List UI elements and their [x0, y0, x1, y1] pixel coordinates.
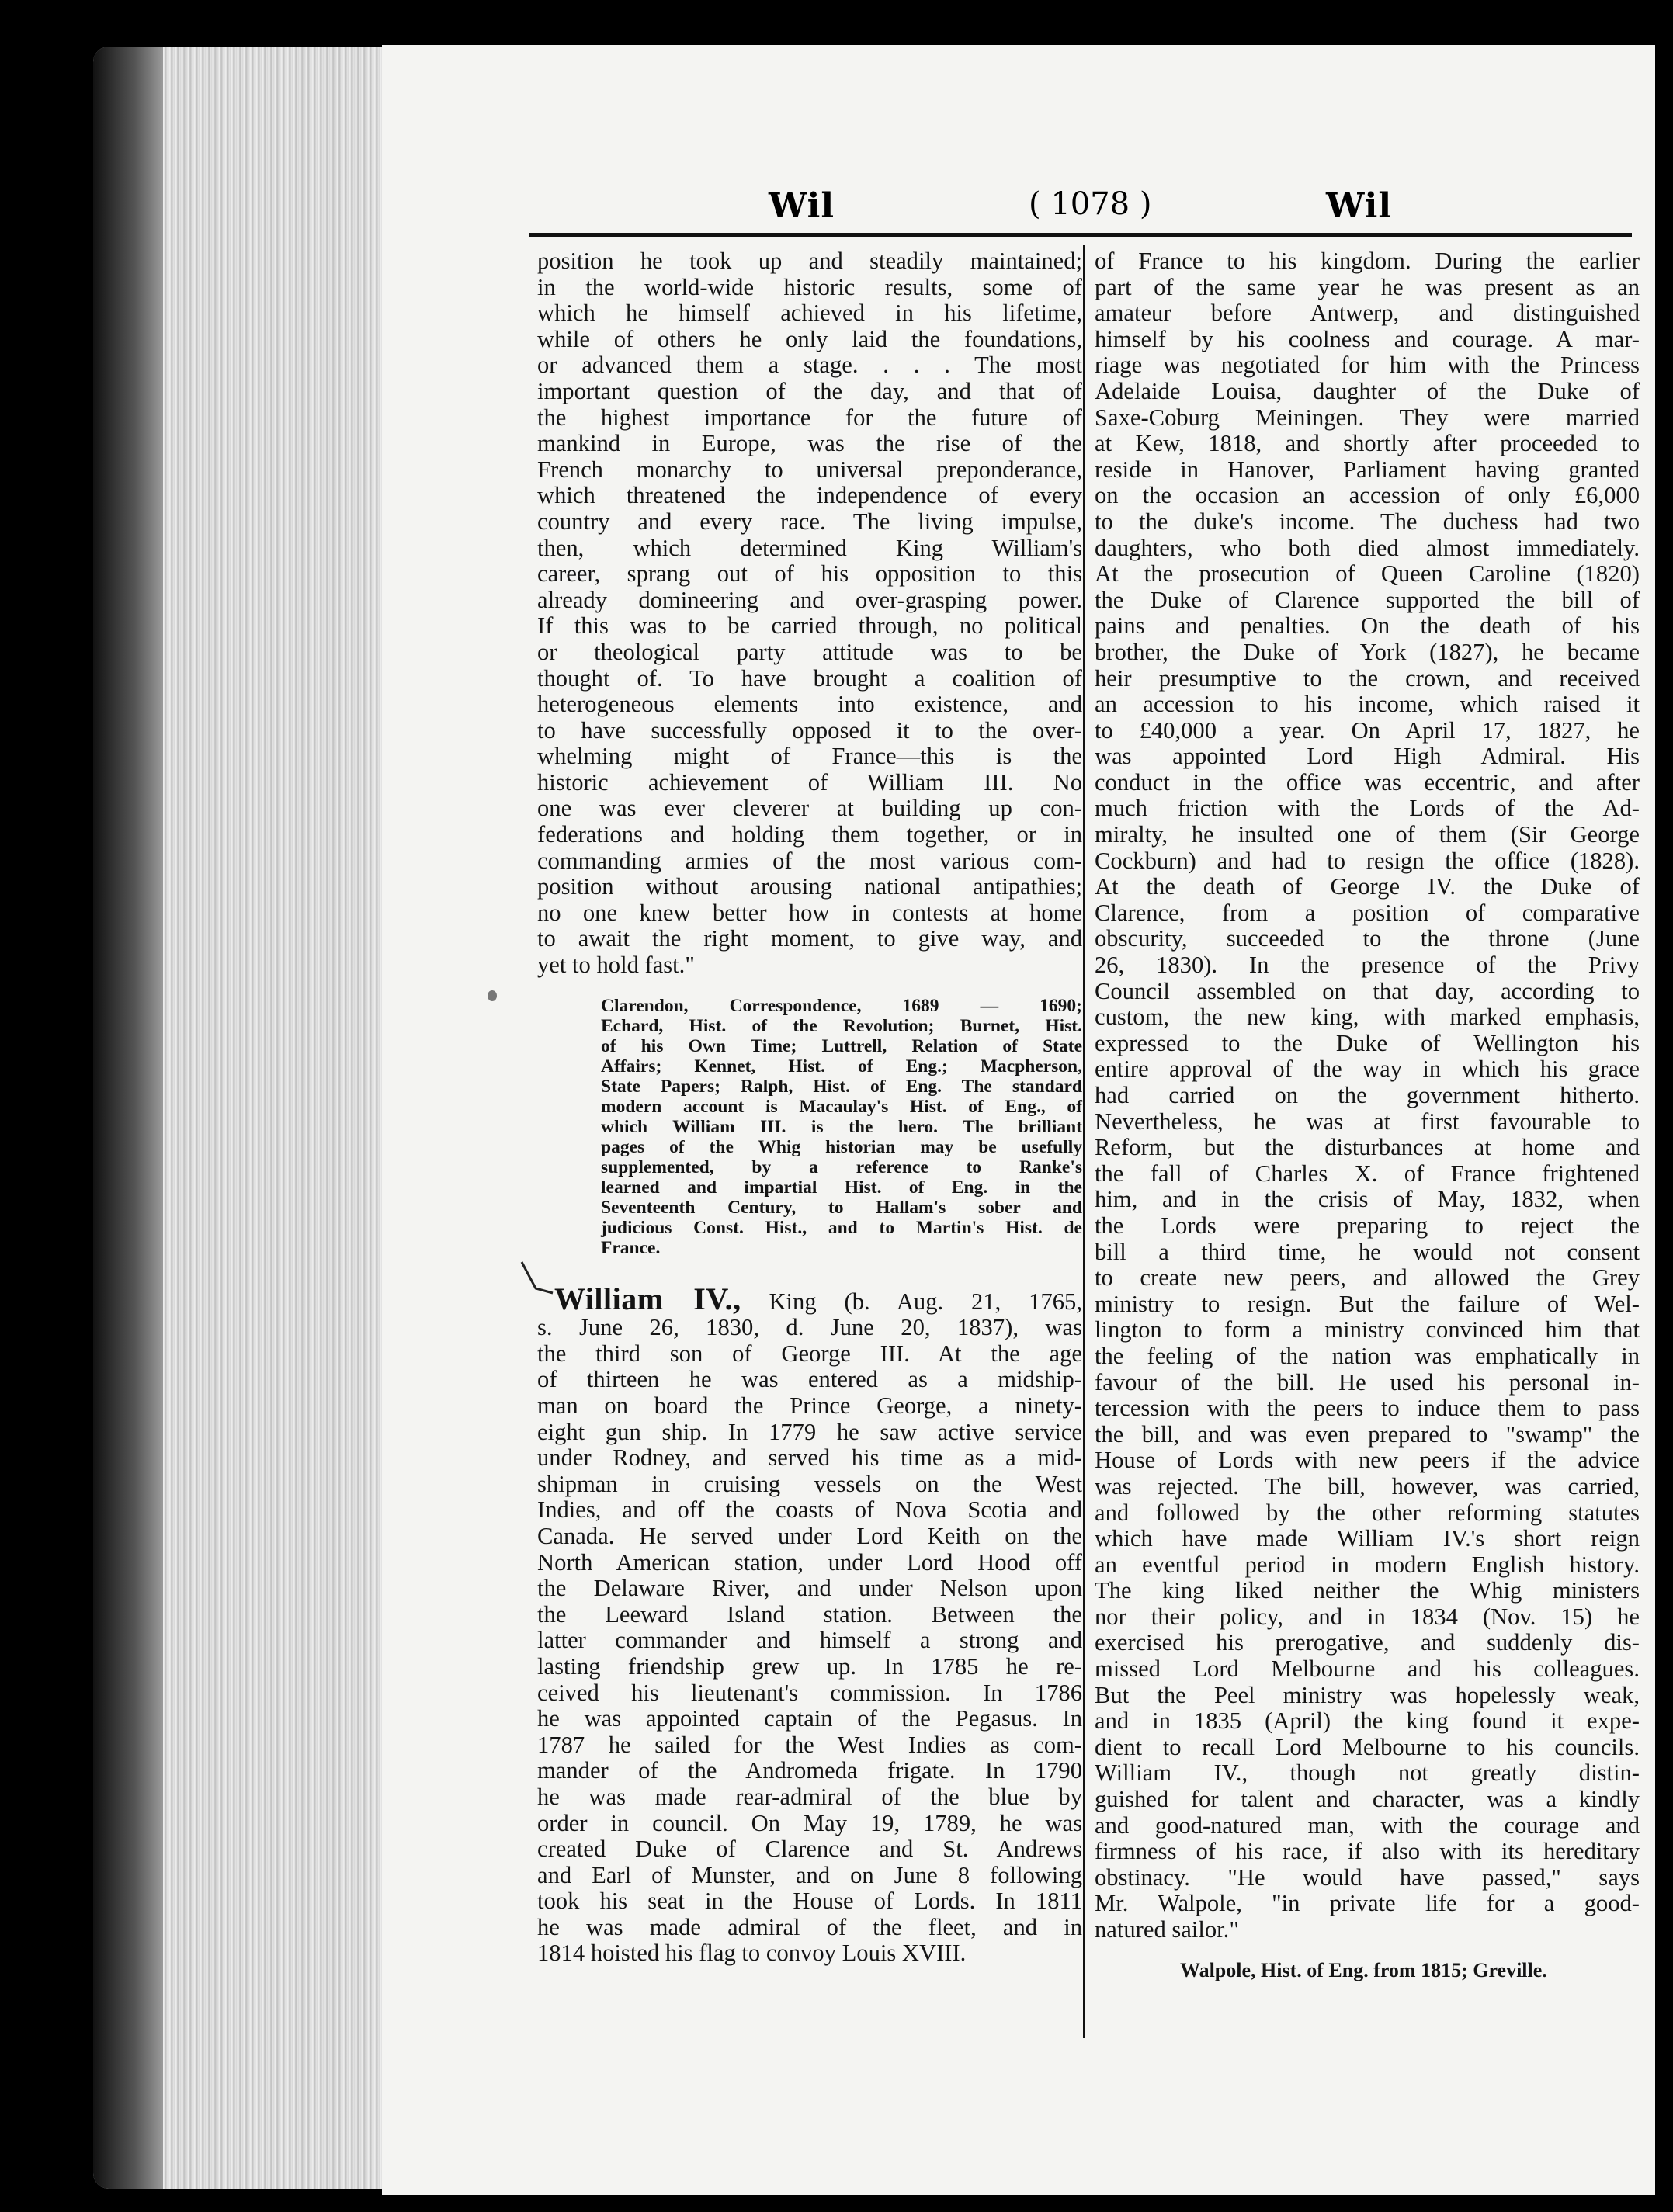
- text-line: 1787 he sailed for the West Indies as com-: [537, 1731, 1082, 1758]
- bibliography-line: which William III. is the hero. The brilliant: [601, 1116, 1082, 1137]
- text-line: created Duke of Clarence and St. Andrews: [537, 1836, 1082, 1863]
- text-line: which have made William IV.'s short reign: [1095, 1525, 1640, 1552]
- text-line: the Leeward Island station. Between the: [537, 1600, 1082, 1628]
- bibliography-line: supplemented, by a reference to Ranke's: [601, 1156, 1082, 1177]
- text-line: mander of the Andromeda frigate. In 1790: [537, 1757, 1082, 1784]
- text-line: Reform, but the disturbances at home and: [1095, 1134, 1640, 1161]
- text-line: to the duke's income. The duchess had two: [1095, 508, 1640, 535]
- text-line: custom, the new king, with marked emphasis,: [1095, 1004, 1640, 1031]
- text-line: exercised his prerogative, and suddenly dis-: [1095, 1629, 1640, 1656]
- text-line: country and every race. The living impulse,: [537, 508, 1082, 535]
- text-line: or advanced them a stage. . . . The most: [537, 352, 1082, 379]
- text-line: to create new peers, and allowed the Grey: [1095, 1264, 1640, 1291]
- text-line: But the Peel ministry was hopelessly weak,: [1095, 1681, 1640, 1708]
- text-line: important question of the day, and that of: [537, 377, 1082, 404]
- text-line: of France to his kingdom. During the earlier: [1095, 248, 1640, 274]
- text-line: At the death of George IV. the Duke of: [1095, 873, 1640, 900]
- text-line: Clarence, from a position of comparative: [1095, 899, 1640, 926]
- page-number: ( 1078 ): [1029, 186, 1152, 222]
- text-line: commanding armies of the most various com-: [537, 847, 1082, 874]
- text-line: missed Lord Melbourne and his colleagues.: [1095, 1656, 1640, 1683]
- ink-smudge: [488, 990, 497, 1001]
- text-line: took his seat in the House of Lords. In 1811: [537, 1888, 1082, 1915]
- text-line: and in 1835 (April) the king found it expe-: [1095, 1708, 1640, 1735]
- text-line: he was made admiral of the fleet, and in: [537, 1913, 1082, 1940]
- entry-william-iv-continued: [1095, 248, 1640, 1943]
- text-line: Cockburn) and had to resign the office (1828).: [1095, 847, 1640, 874]
- text-line: obscurity, succeeded to the throne (June: [1095, 925, 1640, 952]
- text-line: at Kew, 1818, and shortly after proceeded to: [1095, 430, 1640, 457]
- text-line: one was ever cleverer at building up con-: [537, 795, 1082, 822]
- text-line: House of Lords with new peers if the advice: [1095, 1447, 1640, 1474]
- text-line: to await the right moment, to give way, and: [537, 925, 1082, 952]
- text-line: firmness of his race, if also with its hereditary: [1095, 1838, 1640, 1865]
- text-line: man on board the Prince George, a ninety-: [537, 1392, 1082, 1419]
- header-left-keyword: Wil: [769, 186, 835, 226]
- text-line: he was made rear-admiral of the blue by: [537, 1783, 1082, 1810]
- text-line: nor their policy, and in 1834 (Nov. 15) he: [1095, 1603, 1640, 1630]
- bibliography-line: State Papers; Ralph, Hist. of Eng. The standard: [601, 1076, 1082, 1097]
- text-line: expressed to the Duke of Wellington his: [1095, 1029, 1640, 1056]
- text-line: the Delaware River, and under Nelson upon: [537, 1575, 1082, 1602]
- text-line: the Duke of Clarence supported the bill of: [1095, 586, 1640, 613]
- text-line: amateur before Antwerp, and distinguished: [1095, 300, 1640, 327]
- text-line: shipman in cruising vessels on the West: [537, 1470, 1082, 1497]
- text-line: obstinacy. "He would have passed," says: [1095, 1864, 1640, 1891]
- text-line: daughters, who both died almost immediately.: [1095, 534, 1640, 561]
- bibliography-line: Seventeenth Century, to Hallam's sober and: [601, 1197, 1082, 1218]
- entry-title: William IV.,: [554, 1281, 741, 1316]
- text-line: pains and penalties. On the death of his: [1095, 612, 1640, 640]
- text-line: in the world-wide historic results, some of: [537, 273, 1082, 300]
- text-line: or theological party attitude was to be: [537, 638, 1082, 665]
- text-line: on the occasion an accession of only £6,000: [1095, 482, 1640, 509]
- text-line: under Rodney, and served his time as a mid-: [537, 1444, 1082, 1472]
- text-line: of thirteen he was entered as a midship-: [537, 1366, 1082, 1393]
- header-right-keyword: Wil: [1326, 186, 1393, 226]
- text-line: order in council. On May 19, 1789, he was: [537, 1809, 1082, 1836]
- text-line: no one knew better how in contests at home: [537, 899, 1082, 926]
- bibliography-william-iv: Walpole, Hist. of Eng. from 1815; Greville.: [1180, 1958, 1547, 1981]
- text-line: favour of the bill. He used his personal in-: [1095, 1368, 1640, 1396]
- text-line: Canada. He served under Lord Keith on the: [537, 1522, 1082, 1549]
- text-line: and Earl of Munster, and on June 8 following: [537, 1861, 1082, 1888]
- text-line: 1814 hoisted his flag to convoy Louis XVIII.: [537, 1940, 967, 1967]
- text-line: federations and holding them together, or in: [537, 821, 1082, 848]
- text-line: North American station, under Lord Hood off: [537, 1548, 1082, 1576]
- text-line: latter commander and himself a strong and: [537, 1627, 1082, 1654]
- bibliography-line: France.: [601, 1237, 661, 1258]
- text-line: brother, the Duke of York (1827), he became: [1095, 638, 1640, 665]
- text-line: guished for talent and character, was a kindly: [1095, 1786, 1640, 1813]
- text-line: Mr. Walpole, "in private life for a good-: [1095, 1890, 1640, 1917]
- text-line: The king liked neither the Whig ministers: [1095, 1577, 1640, 1604]
- text-line: Saxe-Coburg Meiningen. They were married: [1095, 404, 1640, 431]
- text-line: to £40,000 a year. On April 17, 1827, he: [1095, 716, 1640, 744]
- text-line: had carried on the government hitherto.: [1095, 1082, 1640, 1108]
- text-line: conduct in the office was eccentric, and after: [1095, 768, 1640, 796]
- text-line: William IV., though not greatly distin-: [1095, 1760, 1640, 1787]
- text-line: then, which determined King William's: [537, 534, 1082, 561]
- text-line: yet to hold fast.": [537, 952, 695, 979]
- text-line: and followed by the other reforming statutes: [1095, 1499, 1640, 1526]
- text-line: an accession to his income, which raised it: [1095, 691, 1640, 718]
- column-divider: [1083, 245, 1085, 2038]
- text-line: already domineering and over-grasping power.: [537, 586, 1082, 613]
- text-line: position without arousing national antipathies;: [537, 873, 1082, 900]
- bibliography-line: Echard, Hist. of the Revolution; Burnet, Hist.: [601, 1015, 1082, 1036]
- text-line: to have successfully opposed it to the over-: [537, 716, 1082, 744]
- bibliography-line: modern account is Macaulay's Hist. of Eng., of: [601, 1096, 1082, 1117]
- bibliography-william-iii: [537, 996, 1082, 1258]
- bibliography-line: learned and impartial Hist. of Eng. in the: [601, 1177, 1082, 1198]
- text-line: which threatened the independence of every: [537, 482, 1082, 509]
- text-line: French monarchy to universal preponderance,: [537, 456, 1082, 483]
- text-line: him, and in the crisis of May, 1832, when: [1095, 1186, 1640, 1213]
- bibliography-line: of his Own Time; Luttrell, Relation of State: [601, 1035, 1082, 1056]
- book-spine-shadow: [93, 47, 163, 2189]
- text-line: lington to form a ministry convinced him that: [1095, 1316, 1640, 1343]
- bibliography-line: pages of the Whig historian may be usefully: [601, 1136, 1082, 1157]
- text-line: while of others he only laid the foundations,: [537, 325, 1082, 352]
- text-line: Indies, and off the coasts of Nova Scotia and: [537, 1496, 1082, 1524]
- text-line: which he himself achieved in his lifetime,: [537, 300, 1082, 327]
- running-header: [528, 186, 1630, 233]
- text-line: thought of. To have brought a coalition of: [537, 664, 1082, 692]
- text-line: and good-natured man, with the courage and: [1095, 1812, 1640, 1839]
- text-line: s. June 26, 1830, d. June 20, 1837), was: [537, 1314, 1082, 1341]
- entry-william-iv: [537, 1281, 1082, 1967]
- text-line: the highest importance for the future of: [537, 404, 1082, 431]
- text-line: was rejected. The bill, however, was carried,: [1095, 1472, 1640, 1500]
- text-line: ceived his lieutenant's commission. In 1786: [537, 1679, 1082, 1706]
- quote-continuation: [537, 248, 1082, 979]
- text-line: ministry to resign. But the failure of Wel-: [1095, 1290, 1640, 1317]
- text-line: he was appointed captain of the Pegasus. In: [537, 1705, 1082, 1732]
- header-rule: [529, 233, 1632, 237]
- text-line: Nevertheless, he was at first favourable to: [1095, 1108, 1640, 1135]
- text-line: lasting friendship grew up. In 1785 he re-: [537, 1652, 1082, 1680]
- right-column: [1095, 248, 1640, 1982]
- text-line: himself by his coolness and courage. A mar-: [1095, 325, 1640, 352]
- text-line: much friction with the Lords of the Ad-: [1095, 795, 1640, 822]
- text-line: historic achievement of William III. No: [537, 768, 1082, 796]
- text-line: 26, 1830). In the presence of the Privy: [1095, 952, 1640, 979]
- text-line: an eventful period in modern English history.: [1095, 1551, 1640, 1578]
- text-line: was appointed Lord High Admiral. His: [1095, 743, 1640, 770]
- text-line: entire approval of the way in which his grace: [1095, 1056, 1640, 1083]
- text-line: eight gun ship. In 1779 he saw active service: [537, 1418, 1082, 1445]
- text-line: reside in Hanover, Parliament having granted: [1095, 456, 1640, 483]
- text-line: riage was negotiated for him with the Princess: [1095, 352, 1640, 379]
- text-line: the Lords were preparing to reject the: [1095, 1212, 1640, 1239]
- bibliography-line: judicious Const. Hist., and to Martin's Hist. de: [601, 1217, 1082, 1238]
- text-line: part of the same year he was present as an: [1095, 273, 1640, 300]
- text-line: heterogeneous elements into existence, and: [537, 691, 1082, 718]
- text-line: heir presumptive to the crown, and received: [1095, 664, 1640, 692]
- text-line: the third son of George III. At the age: [537, 1340, 1082, 1367]
- text-line: the feeling of the nation was emphatically in: [1095, 1342, 1640, 1369]
- text-line: position he took up and steadily maintained;: [537, 248, 1082, 274]
- text-line: the bill, and was even prepared to "swamp" the: [1095, 1420, 1640, 1448]
- bibliography-line: Clarendon, Correspondence, 1689 — 1690;: [601, 995, 1082, 1016]
- text-line: mankind in Europe, was the rise of the: [537, 430, 1082, 457]
- text-line: Council assembled on that day, according to: [1095, 977, 1640, 1004]
- text-line: the fall of Charles X. of France frightened: [1095, 1160, 1640, 1187]
- text-line: miralty, he insulted one of them (Sir George: [1095, 821, 1640, 848]
- text-line: natured sailor.": [1095, 1916, 1239, 1943]
- text-line: bill a third time, he would not consent: [1095, 1238, 1640, 1265]
- text-line: If this was to be carried through, no political: [537, 612, 1082, 640]
- bibliography-line: Affairs; Kennet, Hist. of Eng.; Macpherson,: [601, 1056, 1082, 1077]
- text-line: career, sprang out of his opposition to this: [537, 560, 1082, 588]
- text-line: dient to recall Lord Melbourne to his councils.: [1095, 1733, 1640, 1760]
- entry-first-line: [537, 1281, 1082, 1316]
- entry-first-line-rest: King (b. Aug. 21, 1765,: [769, 1288, 1082, 1315]
- left-column: [537, 248, 1082, 1967]
- text-line: At the prosecution of Queen Caroline (1820): [1095, 560, 1640, 588]
- text-line: whelming might of France—this is the: [537, 743, 1082, 770]
- text-line: tercession with the peers to induce them to pass: [1095, 1395, 1640, 1422]
- text-line: Adelaide Louisa, daughter of the Duke of: [1095, 377, 1640, 404]
